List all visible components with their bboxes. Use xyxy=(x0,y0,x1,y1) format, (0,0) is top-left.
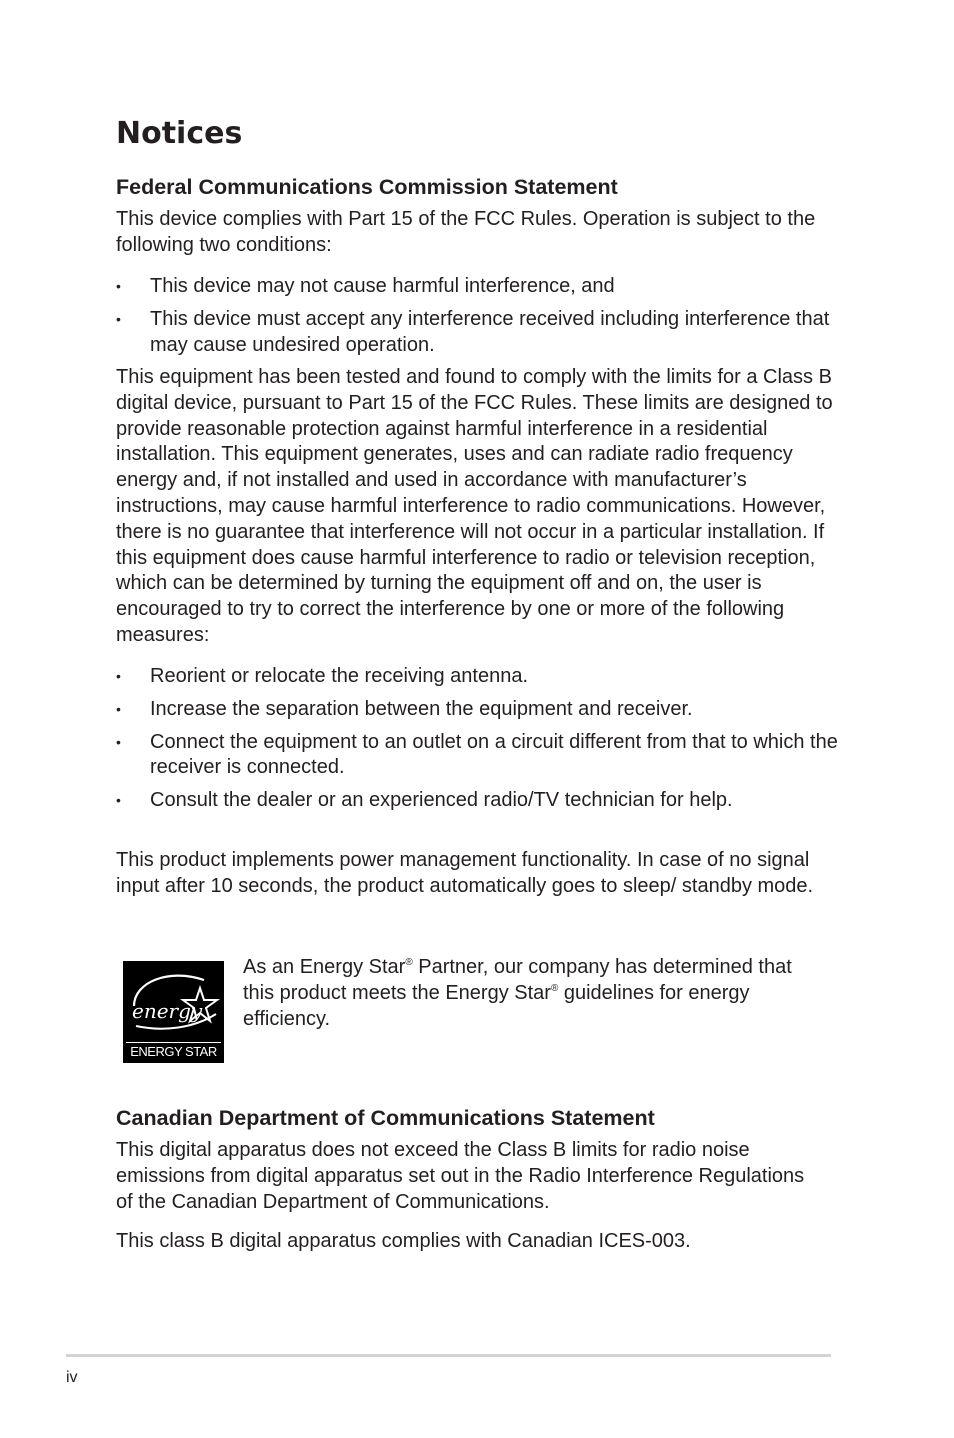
fcc-intro: This device complies with Part 15 of the FCC Rules. Operation is subject to the following two conditions: xyxy=(116,208,816,256)
registered-mark: ® xyxy=(550,982,559,994)
bullet-icon: • xyxy=(116,733,121,750)
energy-star-text-part3: guidelines for energy efficiency. xyxy=(243,981,750,1030)
registered-mark: ® xyxy=(405,957,413,968)
energy-star-mark-icon xyxy=(124,962,223,1042)
list-item xyxy=(116,697,840,723)
condition-text: This device may not cause harmful interference, and xyxy=(150,275,615,297)
canada-heading: Canadian Department of Communications Statement xyxy=(116,1106,655,1130)
list-item xyxy=(116,730,840,782)
canada-para-1: This digital apparatus does not exceed the Class B limits for radio noise emissions from digital apparatus set out in the Radio Interference Regulations of the Canadian Department of Communications. xyxy=(116,1139,805,1213)
footer-divider xyxy=(66,1354,831,1357)
measure-text: Connect the equipment to an outlet on a circuit different from that to which the receiver is connected. xyxy=(150,730,838,779)
bullet-icon: • xyxy=(116,792,121,809)
energy-star-logo xyxy=(123,961,224,1063)
energy-star-text-part2: Partner, our company has determined that this product meets the Energy Star xyxy=(243,956,792,1004)
logo-label: ENERGY STAR xyxy=(126,1042,221,1060)
list-item xyxy=(116,664,840,690)
list-item xyxy=(116,788,840,814)
fcc-conditions-list xyxy=(116,274,840,358)
energy-star-statement xyxy=(243,955,823,1032)
measure-text: Consult the dealer or an experienced radio/TV technician for help. xyxy=(150,789,733,812)
canada-para-2: This class B digital apparatus complies with Canadian ICES-003. xyxy=(116,1230,691,1252)
list-item xyxy=(116,307,840,359)
measure-text: Increase the separation between the equipment and receiver. xyxy=(150,697,693,720)
fcc-measures-list xyxy=(116,664,840,814)
bullet-icon: • xyxy=(116,278,121,294)
power-management-text: This product implements power management functionality. In case of no signal input after 10 seconds, the product automatically goes to sleep/ standby mode. xyxy=(116,849,814,897)
logo-script-text: energy xyxy=(132,999,203,1023)
list-item xyxy=(116,274,840,300)
fcc-heading: Federal Communications Commission Statement xyxy=(116,175,618,199)
measure-text: Reorient or relocate the receiving antenna. xyxy=(150,665,529,687)
bullet-icon: • xyxy=(116,310,121,327)
energy-star-text-part1: As an Energy Star xyxy=(243,956,406,978)
page-title: Notices xyxy=(116,116,243,151)
condition-text: This device must accept any interference received including interference that may cause undesired operation. xyxy=(150,307,830,356)
page-number: iv xyxy=(66,1369,78,1386)
bullet-icon: • xyxy=(116,668,121,684)
bullet-icon: • xyxy=(116,700,121,717)
fcc-body: This equipment has been tested and found to comply with the limits for a Class B digital device, pursuant to Part 15 of the FCC Rules. These limits are designed to provide reasonable protection against harmful interference in a residential installation. This equipment generates, uses and can radiate radio frequency energy and, if not installed and used in accordance with manufacturer’s instructions, may cause harmful interference to radio communications. However, there is no guarantee that interference will not occur in a particular installation. If this equipment does cause harmful interference to radio or television reception, which can be determined by turning the equipment off and on, the user is encouraged to try to correct the interference by one or more of the following measures: xyxy=(116,366,833,646)
